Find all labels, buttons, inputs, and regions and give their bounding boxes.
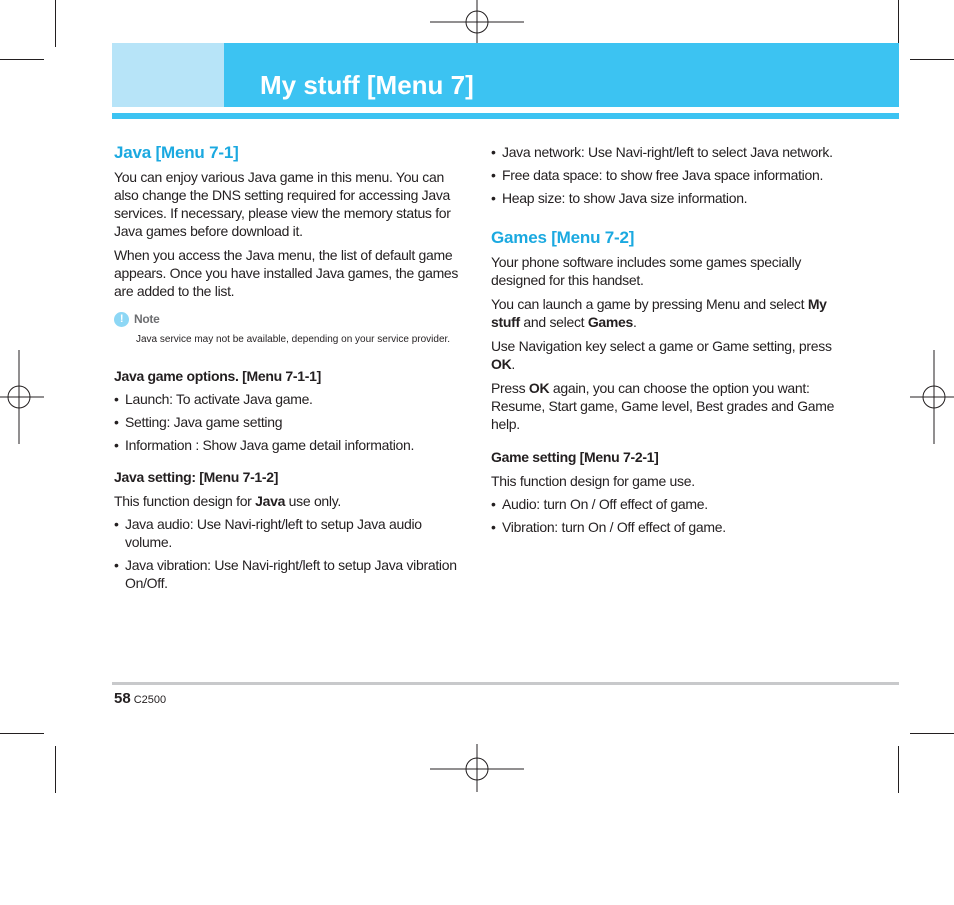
text-run: use only. (285, 493, 341, 509)
text-run: Use Navigation key select a game or Game setting, press (491, 338, 832, 354)
registration-mark-top (428, 0, 526, 48)
text-run: . (511, 356, 515, 372)
paragraph: This function design for game use. (491, 473, 695, 489)
note-header (114, 310, 464, 328)
crop-mark (55, 746, 56, 793)
model-name: C2500 (133, 694, 167, 706)
crop-mark (910, 59, 954, 60)
list-item: • Vibration: turn On / Off effect of game. (491, 518, 836, 536)
java-game-options-list (114, 390, 464, 454)
crop-mark (898, 746, 899, 793)
info-icon: ! (114, 312, 129, 327)
section-heading-java: Java [Menu 7-1] (114, 143, 239, 162)
text-run: and select (519, 314, 588, 330)
paragraph (491, 295, 836, 331)
list-item: • Information : Show Java game detail information. (114, 436, 464, 454)
list-item: • Java network: Use Navi-right/left to select Java network. (491, 143, 836, 161)
list-item: • Launch: To activate Java game. (114, 390, 464, 408)
paragraph: You can enjoy various Java game in this menu. You can also change the DNS setting required for accessing Java services. If necessary, please view the memory status for Java games before download it. (114, 169, 451, 239)
text-run-bold: My stuff (491, 296, 827, 330)
text-run: You can launch a game by pressing Menu and select (491, 296, 808, 312)
header-accent-block (112, 43, 224, 107)
text-run: . (633, 314, 637, 330)
text-run-bold: OK (528, 380, 550, 396)
subsection-heading-java-setting: Java setting: [Menu 7-1-2] (114, 469, 279, 485)
crop-mark (898, 0, 899, 47)
note-label: Note (134, 312, 160, 326)
crop-mark (0, 733, 44, 734)
subsection-heading-game-setting: Game setting [Menu 7-2-1] (491, 449, 659, 465)
registration-mark-bottom (428, 744, 526, 794)
footer (114, 690, 166, 708)
header-rule (112, 113, 899, 119)
list-item: • Setting: Java game setting (114, 413, 464, 431)
list-item: • Audio: turn On / Off effect of game. (491, 495, 836, 513)
crop-mark (910, 733, 954, 734)
paragraph: When you access the Java menu, the list of default game appears. Once you have installed Java games, the games are added to the list. (114, 247, 459, 299)
registration-mark-left (0, 350, 44, 446)
game-setting-list (491, 495, 836, 536)
list-item: • Java vibration: Use Navi-right/left to setup Java vibration On/Off. (114, 556, 464, 592)
java-setting-list-continued (491, 143, 836, 207)
list-item: • Free data space: to show free Java space information. (491, 166, 836, 184)
page-title: My stuff [Menu 7] (260, 70, 474, 100)
text-run-bold: Games (587, 314, 634, 330)
paragraph (491, 337, 836, 373)
java-setting-list (114, 515, 464, 592)
paragraph: Your phone software includes some games specially designed for this handset. (491, 254, 802, 288)
paragraph (114, 492, 464, 510)
text-run-bold: OK (491, 356, 512, 372)
subsection-heading-java-game-options: Java game options. [Menu 7-1-1] (114, 368, 321, 384)
text-run: again, you can choose the option you want: Resume, Start game, Game level, Best grades and Game help. (491, 380, 835, 432)
left-column (114, 143, 464, 592)
right-column (491, 143, 836, 536)
crop-mark (0, 59, 44, 60)
text-run-bold: Java (255, 493, 286, 509)
crop-mark (55, 0, 56, 47)
paragraph (491, 379, 836, 433)
note-box (114, 310, 464, 347)
list-item: • Heap size: to show Java size information. (491, 189, 836, 207)
page-number: 58 (114, 690, 131, 707)
section-heading-games: Games [Menu 7-2] (491, 228, 635, 247)
text-run: This function design for (114, 493, 256, 509)
note-text: Java service may not be available, depending on your service provider. (136, 334, 451, 345)
registration-mark-right (910, 350, 954, 446)
footer-rule (112, 682, 899, 685)
list-item: • Java audio: Use Navi-right/left to setup Java audio volume. (114, 515, 464, 551)
text-run: Press (491, 380, 529, 396)
